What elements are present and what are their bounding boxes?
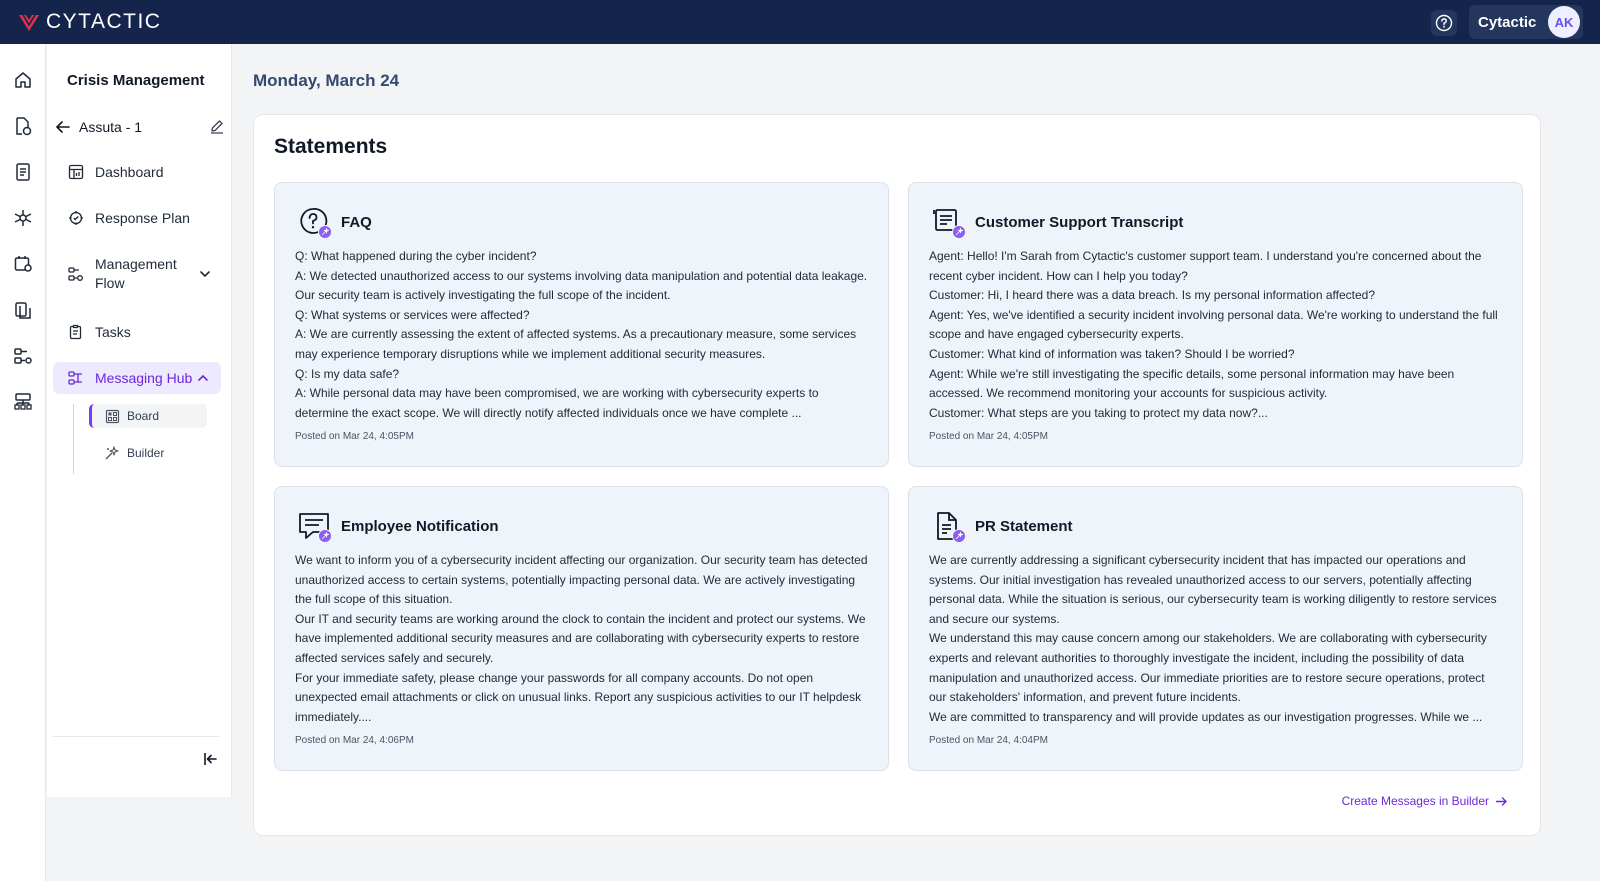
builder-sparkle-icon: [103, 444, 121, 462]
logo[interactable]: [18, 10, 161, 34]
sidebar-item-label: Response Plan: [95, 210, 190, 226]
copy-docs-icon[interactable]: [12, 299, 34, 321]
transcript-icon: [931, 205, 965, 239]
submenu-guide-line: [73, 404, 74, 474]
documents-icon[interactable]: [12, 115, 34, 137]
card-body: [295, 551, 871, 727]
back-arrow-icon[interactable]: [55, 119, 71, 135]
card-line: A: We are currently assessing the extent of affected systems. As a precautionary measure, some services may experience temporary disruptions while we implement additional security measures.: [295, 327, 857, 361]
posted-timestamp: Posted on Mar 24, 4:05PM: [929, 431, 1048, 442]
employee-notification-icon: [297, 509, 331, 543]
network-icon[interactable]: [12, 207, 34, 229]
sidebar-item-tasks[interactable]: [53, 320, 221, 344]
create-messages-label: Create Messages in Builder: [1341, 794, 1489, 808]
statements-panel: [253, 114, 1541, 836]
sidebar-title: Crisis Management: [67, 72, 205, 89]
home-icon[interactable]: [12, 69, 34, 91]
create-messages-link[interactable]: [1342, 794, 1508, 808]
card-line: Q: What happened during the cyber incident?: [295, 249, 537, 263]
help-icon: [1435, 14, 1453, 32]
messaging-hub-icon: [65, 367, 87, 389]
card-line: We are currently addressing a significant cybersecurity incident that has impacted our operations and systems. Our initial investigation has revealed unauthorized access to our servers, potentially affecting personal data. While the situation is serious, our cybersecurity team is working diligently to restore services and secure our systems.: [929, 553, 1497, 626]
card-line: We want to inform you of a cybersecurity incident affecting our organization. Our security team has detected unauthorized access to certain systems, potentially impacting personal data. We are actively investigating the full scope of this situation.: [295, 553, 868, 607]
top-bar: [0, 0, 1600, 44]
card-line: We are committed to transparency and will provide updates as our investigation progresses. While we ...: [929, 709, 1483, 724]
cytactic-logo-icon: [18, 12, 40, 32]
page-date: Monday, March 24: [253, 71, 400, 90]
sidebar-item-dashboard[interactable]: [53, 160, 221, 184]
arrow-right-icon: [1495, 795, 1508, 808]
response-plan-icon: [65, 207, 87, 229]
hierarchy-icon[interactable]: [12, 391, 34, 413]
card-line: Agent: Yes, we've identified a security incident involving personal data. We're working to understand the full scope and have engaged cybersecurity experts.: [929, 307, 1498, 342]
card-body: [929, 551, 1505, 727]
faq-icon: [297, 205, 331, 239]
card-body: [295, 247, 871, 423]
card-line: Our IT and security teams are working around the clock to contain the incident and protect our systems. We have implemented additional security measures and are collaborating with cybersecurity experts to restore affected services safely and securely.: [295, 611, 866, 665]
sidebar-subitem-builder[interactable]: [89, 441, 207, 465]
card-title: PR Statement: [975, 517, 1073, 535]
sidebar-subitem-board[interactable]: [89, 404, 207, 428]
sidebar-item-label: Tasks: [95, 324, 131, 340]
card-line: Agent: Hello! I'm Sarah from Cytactic's customer support team. I understand you're concerned about the recent cyber incident. How can I help you today?: [929, 249, 1482, 283]
card-line: Q: Is my data safe?: [295, 366, 400, 381]
sidebar-item-messaging-hub[interactable]: [53, 362, 221, 394]
logo-text: CYTACTIC: [46, 10, 162, 33]
management-flow-icon: [65, 263, 87, 285]
edit-icon[interactable]: [209, 118, 225, 134]
card-line: Agent: While we're still investigating the specific details, some personal information may have been accessed. We recommend monitoring your accounts for suspicious activity.: [929, 366, 1455, 401]
chevron-down-icon[interactable]: [199, 268, 211, 280]
incident-name: Assuta - 1: [79, 119, 143, 135]
sidebar-divider: [53, 736, 219, 737]
incident-header: [55, 114, 225, 140]
card-line: A: While personal data may have been compromised, we are working with cybersecurity experts to determine the exact scope. We will directly notify affected individuals once we have complete ...: [295, 386, 819, 420]
tasks-icon: [65, 321, 87, 343]
card-line: We understand this may cause concern among our stakeholders. We are collaborating with cybersecurity experts and relevant authorities to thoroughly investigate the incident, including the possibility of data manipulation and unauthorized access. Our immediate priorities are to restore secure operations, protect our stakeholders' information, and prevent future incidents.: [929, 631, 1487, 705]
avatar[interactable]: AK: [1548, 6, 1580, 38]
sidebar-item-management-flow[interactable]: [53, 254, 221, 294]
card-title: Customer Support Transcript: [975, 213, 1184, 231]
calendar-settings-icon[interactable]: [12, 253, 34, 275]
subitem-label: Board: [127, 409, 160, 423]
card-title: FAQ: [341, 213, 372, 231]
posted-timestamp: Posted on Mar 24, 4:05PM: [295, 431, 414, 442]
reports-icon[interactable]: [12, 161, 34, 183]
flow-settings-icon[interactable]: [12, 345, 34, 367]
card-line: Customer: What steps are you taking to protect my data now?...: [929, 405, 1268, 420]
posted-timestamp: Posted on Mar 24, 4:06PM: [295, 735, 414, 746]
card-body: [929, 247, 1505, 423]
statement-card-employee-notification[interactable]: [274, 486, 889, 771]
chevron-up-icon[interactable]: [197, 372, 209, 384]
sidebar: [47, 44, 232, 797]
collapse-sidebar-icon[interactable]: [201, 750, 219, 768]
statement-card-faq[interactable]: [274, 182, 889, 467]
help-button[interactable]: [1431, 10, 1457, 36]
panel-title: Statements: [274, 135, 388, 158]
dashboard-icon: [65, 161, 87, 183]
card-line: Customer: What kind of information was taken? Should I be worried?: [929, 346, 1295, 361]
sidebar-item-label: Messaging Hub: [95, 370, 193, 386]
sidebar-item-label: Management Flow: [95, 256, 177, 291]
card-title: Employee Notification: [341, 517, 499, 535]
org-switcher[interactable]: [1469, 5, 1583, 39]
card-line: Customer: Hi, I heard there was a data breach. Is my personal information affected?: [929, 288, 1376, 303]
board-icon: [103, 407, 121, 425]
statement-card-customer-support[interactable]: [908, 182, 1523, 467]
icon-rail: [0, 44, 46, 881]
card-line: For your immediate safety, please change your passwords for all company accounts. Do not open unexpected email attachments or click on unusual links. Report any suspicious activities to our IT helpdesk immediately....: [295, 670, 862, 724]
sidebar-item-response-plan[interactable]: [53, 206, 221, 230]
statement-card-pr-statement[interactable]: [908, 486, 1523, 771]
card-line: Q: What systems or services were affected?: [295, 307, 530, 322]
card-line: A: We detected unauthorized access to our systems involving data manipulation and potential data leakage. Our security team is actively investigating the full scope of the incident.: [295, 268, 868, 303]
sidebar-item-label: Dashboard: [95, 164, 164, 180]
pr-statement-icon: [931, 509, 965, 543]
posted-timestamp: Posted on Mar 24, 4:04PM: [929, 735, 1048, 746]
subitem-label: Builder: [127, 446, 165, 460]
org-name: Cytactic: [1478, 13, 1537, 31]
